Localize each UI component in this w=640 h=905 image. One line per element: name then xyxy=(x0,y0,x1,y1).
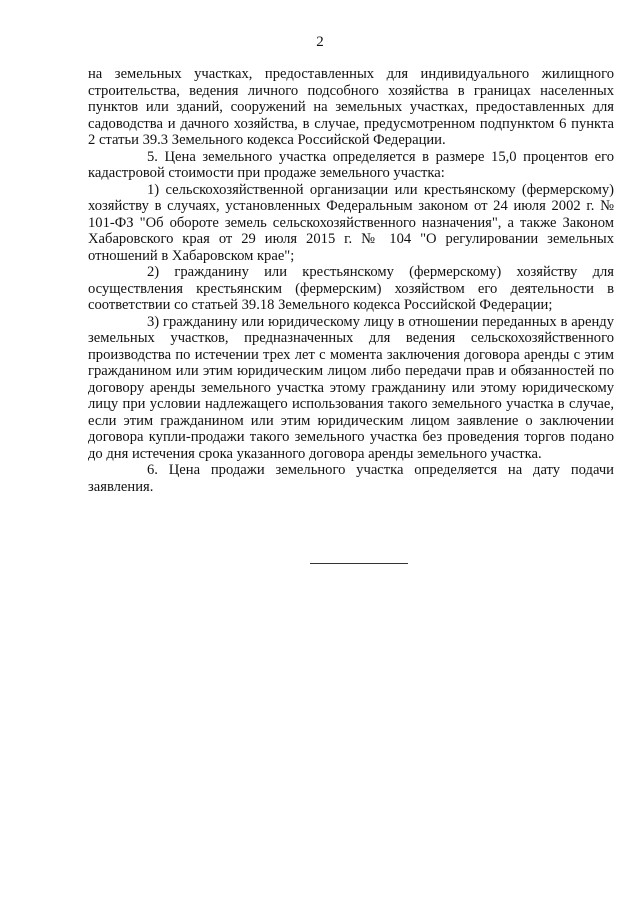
paragraph-subitem-1: 1) сельскохозяйственной организации или крестьянскому (фермерскому) хозяйству в случаях, установленных Федеральным законом от 24 июля 2002 г. № 101-ФЗ "Об обороте земель сельскохозяйственного назначения", а также Законом Хабаровского края от 29 июля 2015 г. № 104 "О регулировании земельных отношений в Хабаровском крае"; xyxy=(88,181,614,264)
document-body xyxy=(88,66,614,495)
paragraph-item-6: 6. Цена продажи земельного участка определяется на дату подачи заявления. xyxy=(88,462,614,495)
paragraph-subitem-3: 3) гражданину или юридическому лицу в отношении переданных в аренду земельных участков, предназначенных для ведения сельскохозяйственного производства по истечении трех лет с момента заключения договора аренды с этим гражданином или этим юридическим лицом либо передачи прав и обязанностей по договору аренды земельного участка этому гражданину или этому юридическому лицу при условии надлежащего использования такого земельного участка в случае, если этим гражданином или этим юридическим лицом заявление о заключении договора купли-продажи такого земельного участка без проведения торгов подано до дня истечения срока указанного договора аренды земельного участка. xyxy=(88,313,614,462)
page-number: 2 xyxy=(316,34,324,50)
paragraph-continuation: на земельных участках, предоставленных для индивидуального жилищного строительства, ведения личного подсобного хозяйства в границах населенных пунктов или зданий, сооружений на земельных участках, предоставленных для садоводства и дачного хозяйства, в случае, предусмотренном подпунктом 6 пункта 2 статьи 39.3 Земельного кодекса Российской Федерации. xyxy=(88,66,614,148)
paragraph-subitem-2: 2) гражданину или крестьянскому (фермерскому) хозяйству для осуществления крестьянским (фермерским) хозяйством его деятельности в соответствии со статьей 39.18 Земельного кодекса Российской Федерации; xyxy=(88,264,614,313)
paragraph-item-5: 5. Цена земельного участка определяется в размере 15,0 процентов его кадастровой стоимости при продаже земельного участка: xyxy=(88,148,614,181)
end-of-document-rule xyxy=(310,563,408,564)
